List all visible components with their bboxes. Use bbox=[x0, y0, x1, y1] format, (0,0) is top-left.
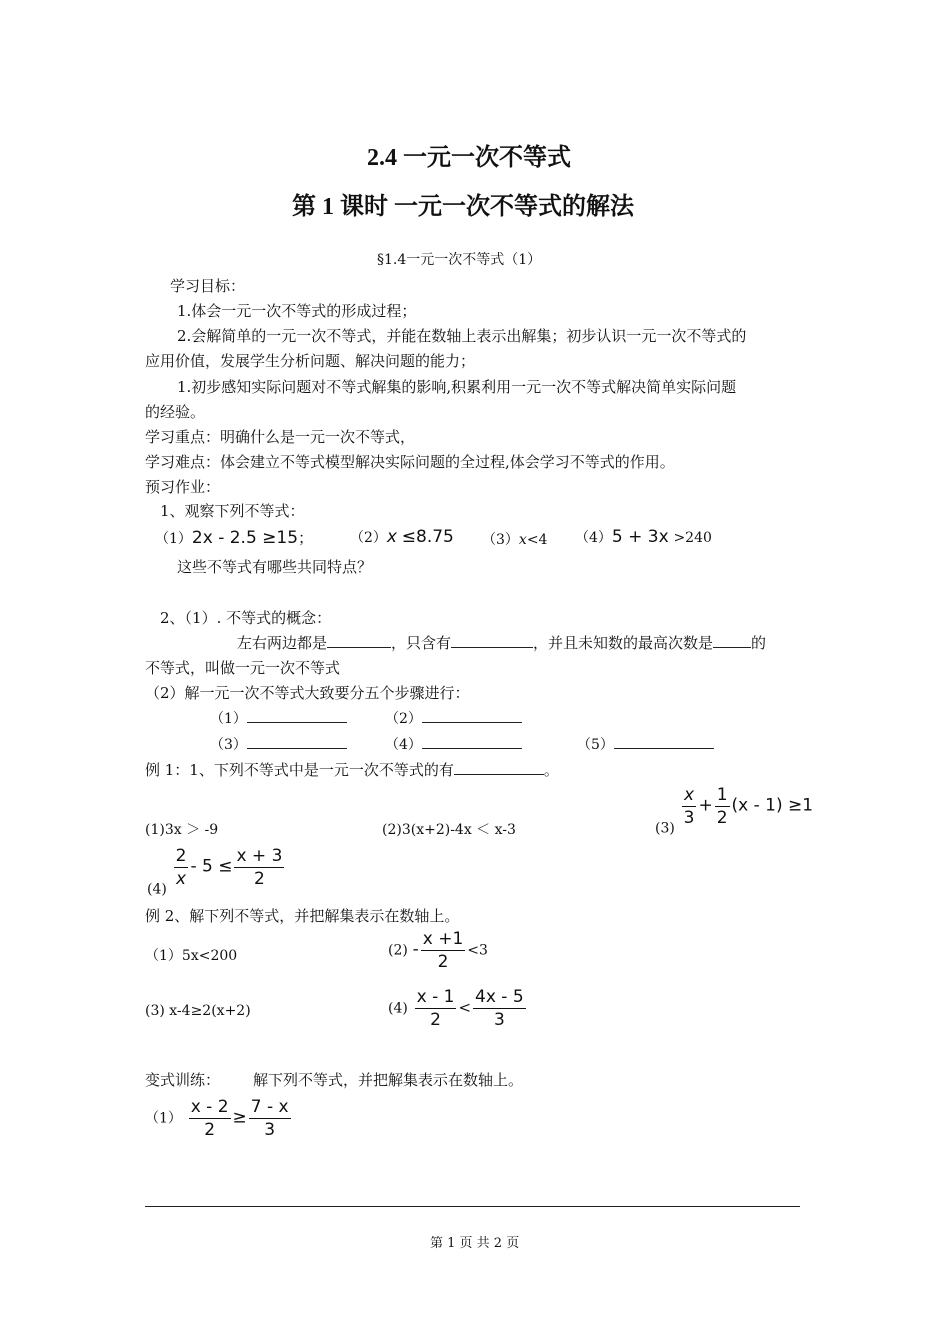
step-4-blank[interactable] bbox=[422, 734, 522, 749]
frac-num: x - 2 bbox=[190, 1097, 229, 1117]
example1-d-frac2 bbox=[234, 845, 284, 890]
variation-a-frac2 bbox=[249, 1096, 291, 1141]
step-1 bbox=[210, 708, 347, 728]
example2-d-frac1 bbox=[415, 986, 457, 1031]
example2-b-label: (2) bbox=[388, 942, 408, 959]
step-2-blank[interactable] bbox=[422, 708, 522, 723]
page-subtitle: 第 1 课时 一元一次不等式的解法 bbox=[292, 194, 634, 220]
blank-3[interactable] bbox=[713, 633, 751, 648]
objective-2b: 应用价值，发展学生分析问题、解决问题的能力； bbox=[145, 352, 476, 370]
inequality-list bbox=[155, 527, 313, 548]
example2-b-rest: <3 bbox=[467, 942, 488, 959]
variation-prompt: 解下列不等式，并把解集表示在数轴上。 bbox=[253, 1071, 524, 1089]
step-4 bbox=[385, 734, 522, 754]
page-footer: 第 1 页 共 2 页 bbox=[430, 1236, 520, 1251]
variation-a-frac1 bbox=[189, 1096, 231, 1141]
concept-text-b: ，只含有 bbox=[391, 634, 452, 652]
step-3-label: （3） bbox=[210, 737, 247, 753]
step-5 bbox=[577, 734, 714, 754]
objective-2a: 2.会解简单的一元一次不等式，并能在数轴上表示出解集；初步认识一元一次不等式的 bbox=[177, 327, 747, 345]
ineq2-label: （2） bbox=[350, 530, 387, 546]
objective-3b: 的经验。 bbox=[145, 403, 206, 421]
inequality-2 bbox=[350, 527, 454, 547]
ineq3-label: （3） bbox=[482, 532, 519, 548]
example2-b bbox=[388, 928, 488, 973]
ineq3-var: x bbox=[518, 532, 527, 548]
objective-1: 1.体会一元一次不等式的形成过程； bbox=[177, 302, 417, 320]
step-5-label: （5） bbox=[577, 737, 614, 753]
difficulty: 学习难点：体会建立不等式模型解决实际问题的全过程,体会学习不等式的作用。 bbox=[145, 453, 675, 471]
example1-prompt bbox=[145, 759, 559, 780]
frac-den: 2 bbox=[437, 952, 449, 972]
preview-heading: 预习作业： bbox=[145, 478, 221, 496]
frac-den: x bbox=[176, 869, 187, 889]
ineq2-var: x bbox=[386, 527, 397, 547]
example1-d-frac1 bbox=[174, 845, 189, 890]
example1-d-mid: - 5 ≤ bbox=[190, 856, 233, 877]
concept-q2: 2、（1）. 不等式的概念： bbox=[160, 609, 332, 627]
steps-heading: （2）解一元一次不等式大致要分五个步骤进行： bbox=[145, 684, 470, 702]
objectives-heading: 学习目标： bbox=[170, 277, 246, 295]
example2-a: （1）5x<200 bbox=[145, 948, 238, 964]
example1-c-frac2 bbox=[715, 784, 730, 829]
step-5-blank[interactable] bbox=[614, 734, 714, 749]
ineq2-rest: ≤8.75 bbox=[401, 527, 454, 547]
frac-num: x bbox=[682, 784, 697, 807]
inequality-4 bbox=[575, 527, 712, 547]
example1-text: 例 1：1、下列不等式中是一元一次不等式的有 bbox=[145, 761, 454, 779]
example1-c-frac1 bbox=[682, 784, 697, 829]
example2-b-minus: - bbox=[412, 939, 419, 960]
step-2 bbox=[385, 708, 522, 728]
example1-c-label: (3) bbox=[655, 820, 675, 837]
frac-num: x +1 bbox=[422, 929, 464, 949]
key-point: 学习重点：明确什么是一元一次不等式， bbox=[145, 428, 416, 446]
ineq1-label: （1） bbox=[155, 531, 192, 547]
variation-a-label: （1） bbox=[145, 1110, 182, 1127]
step-3-blank[interactable] bbox=[247, 734, 347, 749]
example1-c bbox=[655, 784, 813, 837]
frac-den: 3 bbox=[264, 1120, 276, 1140]
variation-a bbox=[145, 1096, 293, 1141]
example1-a: (1)3x ＞ -9 bbox=[145, 822, 219, 838]
ineq4-label: （4） bbox=[575, 530, 612, 546]
frac-num: 2 bbox=[175, 846, 187, 866]
frac-num: 4x - 5 bbox=[475, 987, 524, 1007]
concept-text-a: 左右两边都是 bbox=[237, 634, 328, 652]
example2-d bbox=[388, 986, 528, 1031]
inequality-3 bbox=[482, 529, 547, 549]
common-features: 这些不等式有哪些共同特点？ bbox=[177, 558, 373, 576]
concept-line1 bbox=[237, 632, 766, 653]
frac-num: x + 3 bbox=[236, 846, 283, 866]
ineq1: 2x - 2.5 ≥15 bbox=[191, 528, 299, 548]
example1-b: (2)3(x+2)-4x ＜ x-3 bbox=[382, 822, 516, 838]
frac-num: 7 - x bbox=[250, 1097, 289, 1117]
frac-num: x - 1 bbox=[416, 987, 455, 1007]
preview-q1: 1、观察下列不等式： bbox=[160, 502, 305, 520]
frac-num: 1 bbox=[716, 785, 728, 805]
blank-1[interactable] bbox=[327, 633, 391, 648]
frac-den: 2 bbox=[716, 808, 728, 828]
example1-blank[interactable] bbox=[454, 760, 544, 775]
page-title: 2.4 一元一次不等式 bbox=[367, 145, 571, 171]
step-3 bbox=[210, 734, 347, 754]
step-1-label: （1） bbox=[210, 711, 247, 727]
step-2-label: （2） bbox=[385, 711, 422, 727]
footer-divider bbox=[145, 1206, 800, 1207]
frac-den: 3 bbox=[683, 808, 695, 828]
ineq4: 5 + 3x bbox=[611, 527, 669, 547]
ineq4-rest: >240 bbox=[673, 530, 712, 546]
frac-den: 2 bbox=[254, 869, 265, 889]
step-1-blank[interactable] bbox=[247, 708, 347, 723]
ineq3-rest: <4 bbox=[526, 532, 548, 548]
example1-d bbox=[147, 845, 286, 898]
example2-d-mid: < bbox=[458, 998, 472, 1017]
example1-d-label: (4) bbox=[147, 881, 167, 898]
concept-text-c: ，并且未知数的最高次数是 bbox=[533, 634, 714, 652]
concept-line2: 不等式，叫做一元一次不等式 bbox=[145, 659, 341, 677]
concept-text-d: 的 bbox=[751, 634, 767, 652]
section-heading: §1.4一元一次不等式（1） bbox=[377, 252, 542, 268]
variation-label: 变式训练： bbox=[145, 1071, 221, 1089]
step-4-label: （4） bbox=[385, 737, 422, 753]
example2-b-frac bbox=[421, 928, 466, 973]
variation-a-mid: ≥ bbox=[232, 1107, 247, 1128]
example2-prompt: 例 2、解下列不等式，并把解集表示在数轴上。 bbox=[145, 907, 460, 925]
frac-den: 2 bbox=[430, 1010, 441, 1030]
frac-den: 3 bbox=[493, 1010, 505, 1030]
blank-2[interactable] bbox=[451, 633, 533, 648]
example2-d-frac2 bbox=[473, 986, 526, 1031]
ineq1-end: ； bbox=[298, 529, 314, 547]
example2-d-label: (4) bbox=[388, 1000, 408, 1017]
example1-c-plus: + bbox=[698, 795, 713, 816]
example2-c: (3) x-4≥2(x+2) bbox=[145, 1003, 251, 1019]
example1-c-rest: (x - 1) ≥1 bbox=[731, 795, 814, 816]
example1-end: 。 bbox=[543, 761, 559, 779]
objective-3a: 1.初步感知实际问题对不等式解集的影响,积累利用一元一次不等式解决简单实际问题 bbox=[177, 378, 737, 396]
frac-den: 2 bbox=[204, 1120, 216, 1140]
